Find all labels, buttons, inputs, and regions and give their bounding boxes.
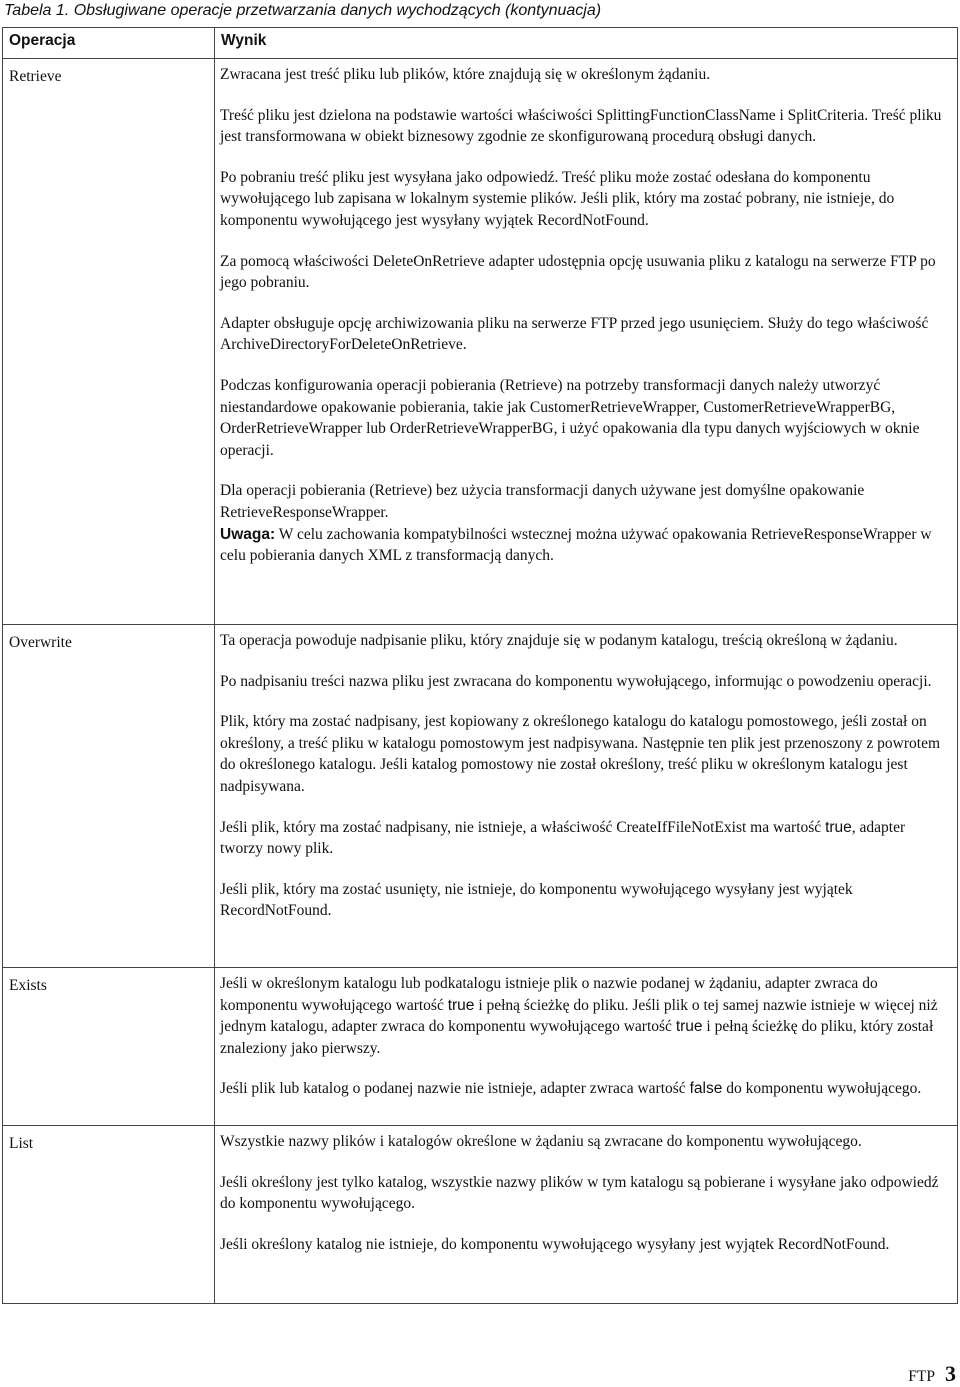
operation-name: Retrieve bbox=[3, 59, 215, 625]
result-text: Jeśli w określonym katalogu lub podkatalogu istnieje plik o nazwie podanej w żądaniu, adapter zwraca do komponentu wywołującego wartość bbox=[220, 975, 878, 1014]
table-row-list bbox=[3, 1126, 958, 1304]
operation-result bbox=[215, 625, 958, 968]
page-footer bbox=[908, 1361, 956, 1387]
result-paragraph: Ta operacja powoduje nadpisanie pliku, który znajduje się w podanym katalogu, treścią określoną w żądaniu. bbox=[220, 632, 898, 649]
result-paragraph bbox=[220, 973, 951, 1059]
result-paragraph: Wszystkie nazwy plików i katalogów określone w żądaniu są zwracane do komponentu wywołującego. bbox=[220, 1133, 862, 1150]
result-text: do komponentu wywołującego. bbox=[722, 1080, 922, 1098]
operation-name: Exists bbox=[3, 968, 215, 1126]
result-text: Dla operacji pobierania (Retrieve) bez użycia transformacji danych używane jest domyślne opakowanie RetrieveResponseWrapper. bbox=[220, 482, 865, 521]
operation-result bbox=[215, 968, 958, 1126]
code-value: true bbox=[675, 1018, 703, 1036]
table-header-row bbox=[3, 28, 958, 59]
table-caption: Tabela 1. Obsługiwane operacje przetwarzania danych wychodzących (kontynuacja) bbox=[4, 2, 602, 19]
operation-name: List bbox=[3, 1126, 215, 1304]
table-row-overwrite bbox=[3, 625, 958, 968]
code-value: true bbox=[447, 996, 475, 1014]
result-paragraph-with-note bbox=[220, 480, 951, 566]
result-paragraph: Plik, który ma zostać nadpisany, jest kopiowany z określonego katalogu do katalogu pomostowego, jeśli został on określony, a treść pliku w katalogu pomostowym jest nadpisywana. Następnie ten plik jest przenoszony z powrotem do określonego katalogu. Jeśli katalog pomostowy nie został określony, treść pliku w określonym katalogu jest nadpisywana. bbox=[220, 713, 941, 795]
result-paragraph: Jeśli określony katalog nie istnieje, do komponentu wywołującego wysyłany jest wyjątek RecordNotFound. bbox=[220, 1235, 890, 1253]
result-text: Jeśli plik lub katalog o podanej nazwie nie istnieje, adapter zwraca wartość bbox=[220, 1080, 690, 1098]
result-paragraph: Adapter obsługuje opcję archiwizowania pliku na serwerze FTP przed jego usunięciem. Służy do tego właściwość ArchiveDirectoryForDeleteOnRetrieve. bbox=[220, 314, 929, 354]
note-text: W celu zachowania kompatybilności wstecznej można używać opakowania RetrieveResponseWrapper w celu pobierania danych XML z transformacją danych. bbox=[220, 525, 932, 565]
result-paragraph: Jeśli plik, który ma zostać usunięty, nie istnieje, do komponentu wywołującego wysyłany jest wyjątek RecordNotFound. bbox=[220, 880, 853, 920]
result-paragraph: Po pobraniu treść pliku jest wysyłana jako odpowiedź. Treść pliku może zostać odesłana do komponentu wywołującego lub zapisana w lokalnym systemie plików. Jeśli plik, który ma zostać pobrany, nie istnieje, do komponentu wywołującego jest wysyłany wyjątek RecordNotFound. bbox=[220, 168, 895, 229]
result-paragraph: Treść pliku jest dzielona na podstawie wartości właściwości SplittingFunctionClassName i SplitCriteria. Treść pliku jest transformowana w obiekt biznesowy zgodnie ze skonfigurowaną procedurą obsługi danych. bbox=[220, 106, 942, 146]
header-result: Wynik bbox=[215, 28, 958, 59]
code-value: false bbox=[689, 1080, 723, 1098]
result-paragraph bbox=[220, 817, 951, 860]
result-text: , adapter tworzy nowy plik. bbox=[220, 818, 906, 858]
result-paragraph: Podczas konfigurowania operacji pobierania (Retrieve) na potrzeby transformacji danych należy utworzyć niestandardowe opakowanie pobierania, takie jak CustomerRetrieveWrapper, CustomerRetrieveWrapperBG, OrderRetrieveWrapper lub OrderRetrieveWrapperBG, i użyć opakowania dla typu danych wyjściowych w oknie operacji. bbox=[220, 376, 920, 459]
footer-section: FTP bbox=[908, 1368, 935, 1385]
result-paragraph: Za pomocą właściwości DeleteOnRetrieve adapter udostępnia opcję usuwania pliku z katalogu na serwerze FTP po jego pobraniu. bbox=[220, 252, 936, 292]
operation-name: Overwrite bbox=[3, 625, 215, 968]
page-number: 3 bbox=[945, 1361, 956, 1386]
table-row-exists bbox=[3, 968, 958, 1126]
operation-result bbox=[215, 1126, 958, 1304]
result-text: i pełną ścieżkę do pliku. Jeśli plik o tej samej nazwie istnieje w więcej niż jednym katalogu, adapter zwraca do komponentu wywołującego wartość bbox=[220, 996, 938, 1036]
result-paragraph: Zwracana jest treść pliku lub plików, które znajdują się w określonym żądaniu. bbox=[220, 66, 711, 83]
table-row-retrieve bbox=[3, 59, 958, 625]
code-value: true bbox=[825, 818, 852, 836]
result-paragraph: Jeśli określony jest tylko katalog, wszystkie nazwy plików w tym katalogu są pobierane i wysyłane jako odpowiedź do komponentu wywołującego. bbox=[220, 1173, 939, 1213]
result-paragraph: Po nadpisaniu treści nazwa pliku jest zwracana do komponentu wywołującego, informując o powodzeniu operacji. bbox=[220, 672, 932, 690]
operation-result bbox=[215, 59, 958, 625]
header-operation: Operacja bbox=[3, 28, 215, 59]
operations-table bbox=[2, 27, 958, 1304]
result-text: i pełną ścieżkę do pliku, który został znaleziony jako pierwszy. bbox=[220, 1018, 934, 1057]
result-text: Jeśli plik, który ma zostać nadpisany, nie istnieje, a właściwość CreateIfFileNotExist ma wartość bbox=[220, 818, 826, 836]
note-label: Uwaga: bbox=[220, 525, 276, 543]
result-paragraph bbox=[220, 1078, 951, 1100]
